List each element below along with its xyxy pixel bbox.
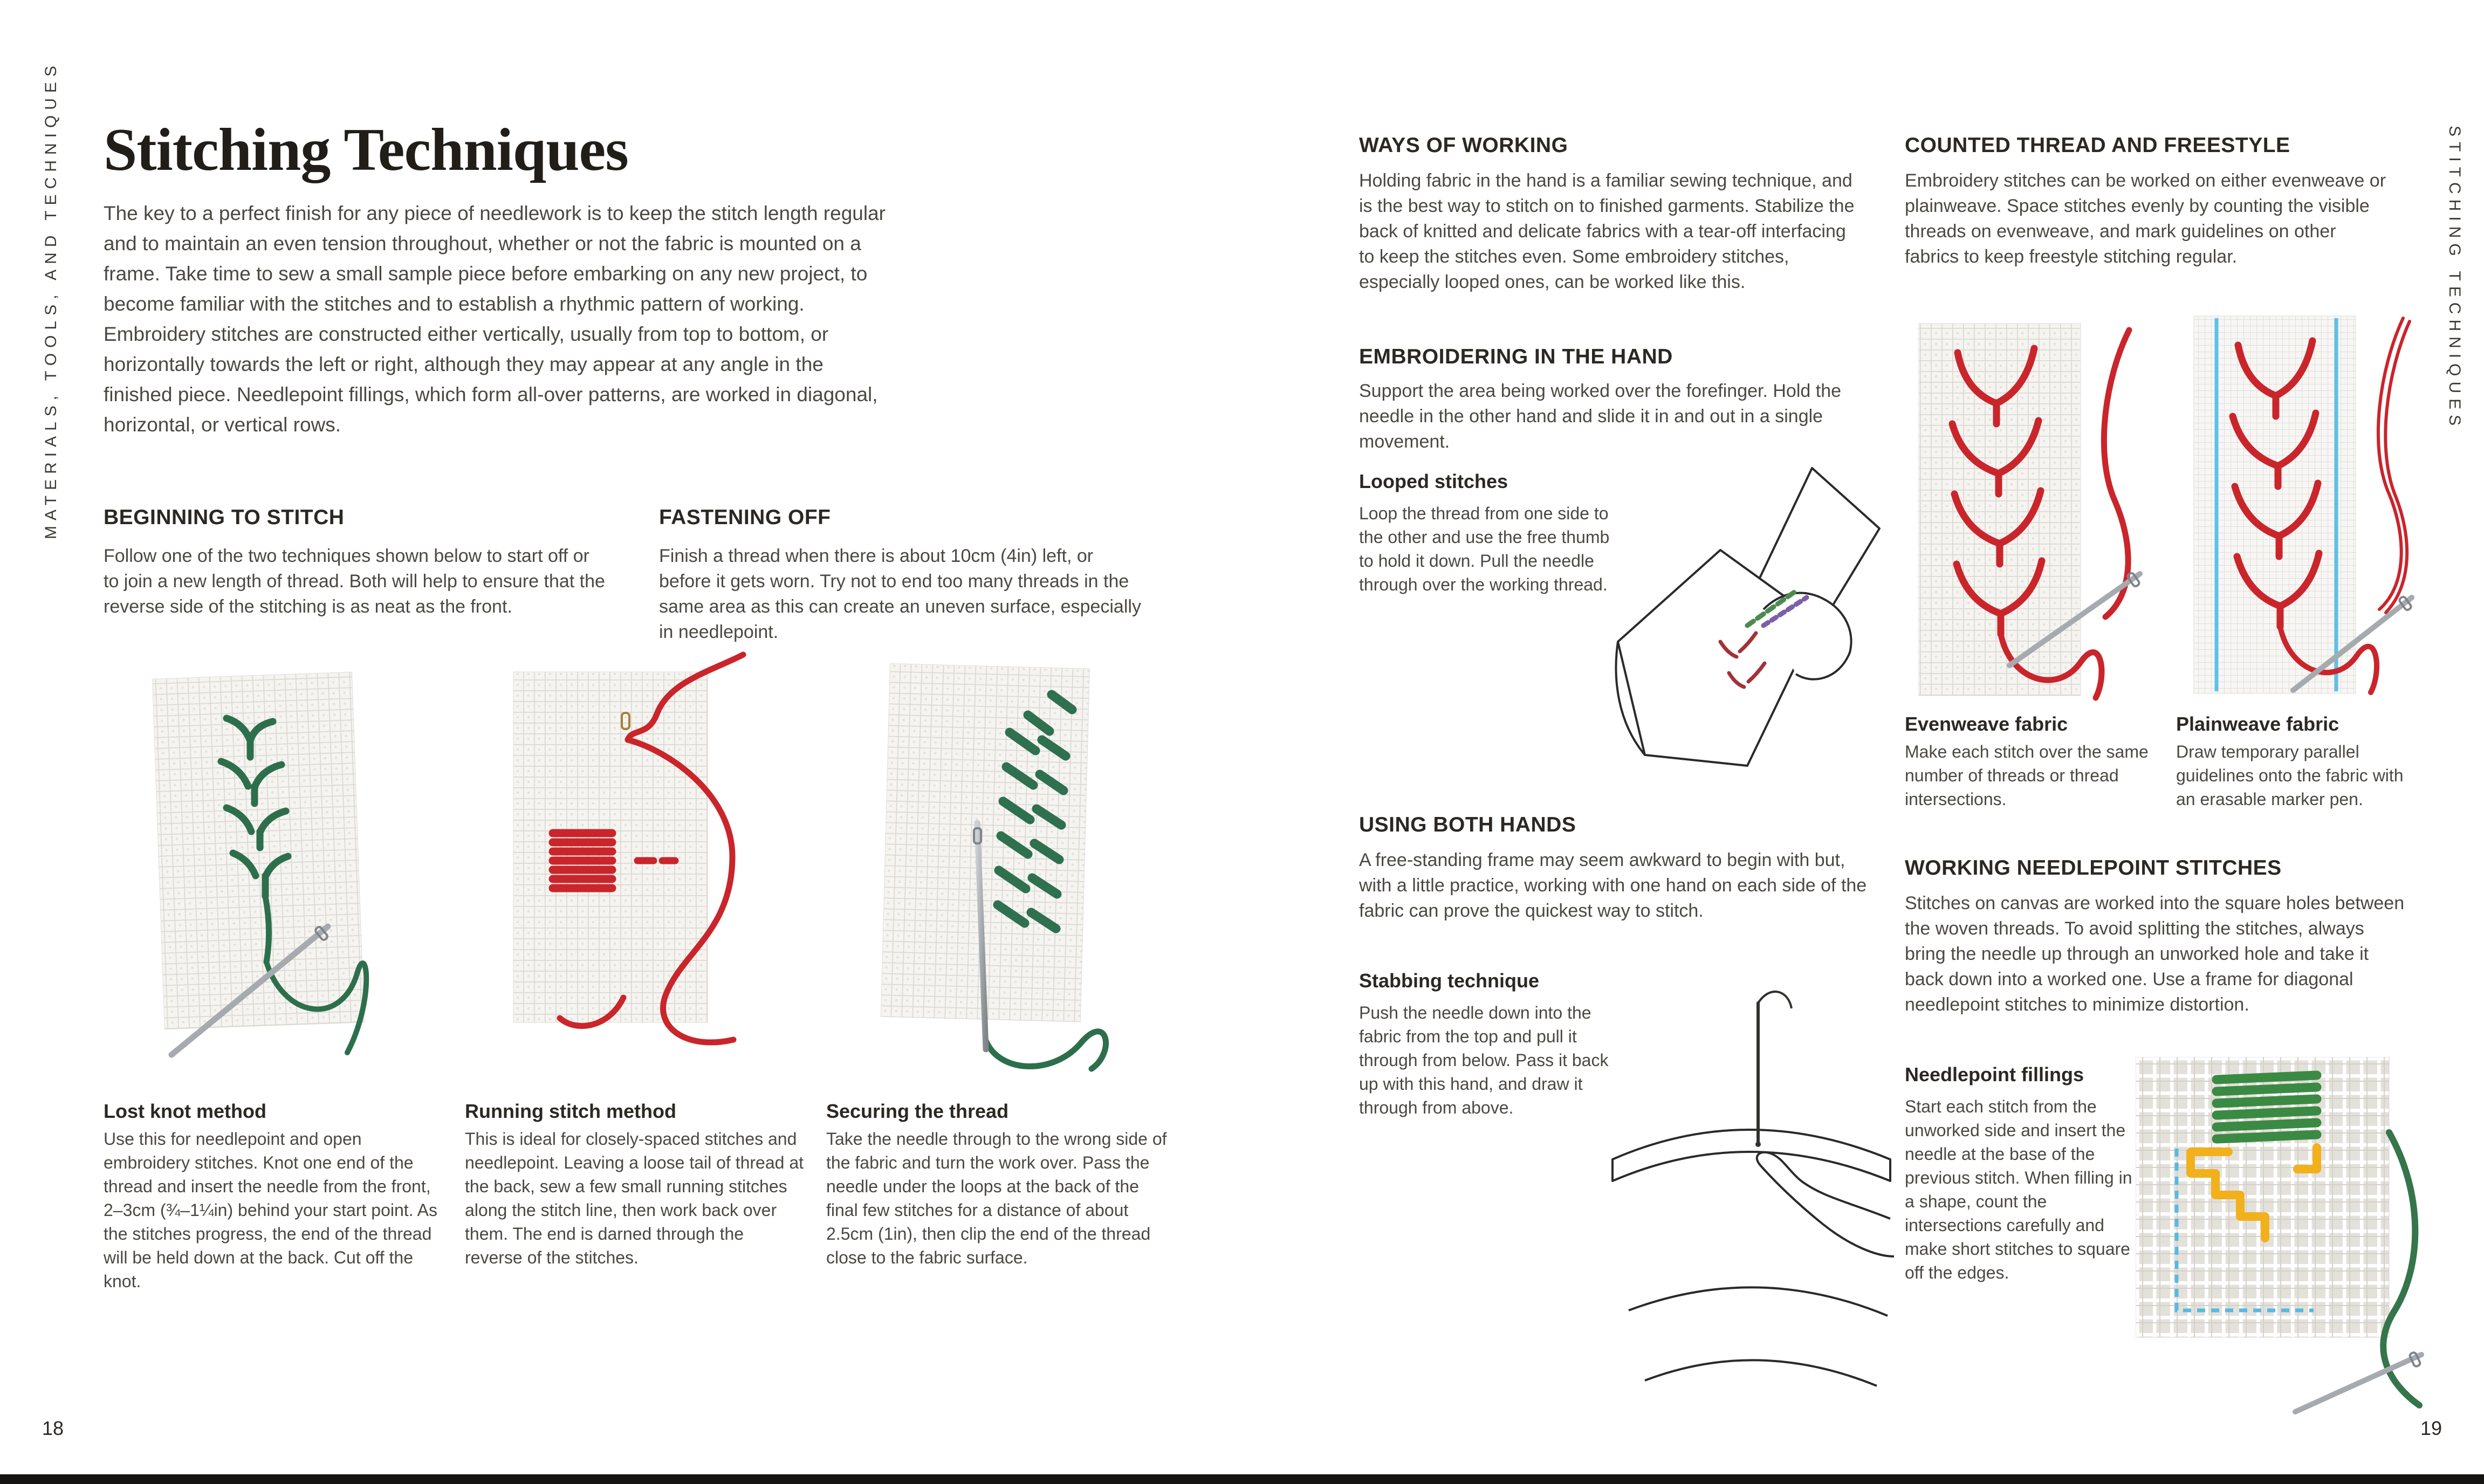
running-stitch-photo: [502, 647, 760, 1078]
using-both-hands-heading: USING BOTH HANDS: [1359, 813, 1576, 836]
stabbing-technique-body: Push the needle down into the fabric from the top and pull it through from below. Pass it back up with this hand, and draw it through from above.: [1359, 1003, 1609, 1117]
needle-icon: [1755, 992, 1792, 1147]
looped-stitches-title: Looped stitches: [1359, 470, 1508, 492]
lost-knot-photo: [140, 669, 394, 1078]
needlepoint-fillings-title: Needlepoint fillings: [1905, 1063, 2084, 1085]
method-body: Take the needle through to the wrong side of the fabric and turn the work over. Pass the needle under the loops at the back of the final few stitches for a distance of about 2.5cm (1in), then clip the end of the thread close to the fabric surface.: [826, 1129, 1167, 1267]
fastening-off-heading: FASTENING OFF: [659, 506, 831, 529]
footer-bar: [0, 1474, 2484, 1484]
method-title: Running stitch method: [465, 1100, 676, 1122]
intro-paragraph: The key to a perfect finish for any piece of needlework is to keep the stitch length regular and to maintain an even tension throughout, whether or not the fabric is mounted on a frame. Take time to sew a small sample piece before embarking on any new project, to become familiar with the stitches and to establish a rhythmic pattern of working. Embroidery stitches are constructed either vertically, usually from top to bottom, or horizontally towards the left or right, although they may appear at any angle in the finished piece. Needlepoint fillings, which form all-over patterns, are worked in diagonal, horizontal, or vertical rows.: [104, 202, 886, 436]
using-both-hands-body: A free-standing frame may seem awkward to begin with but, with a little practice, working with one hand on each side of the fabric can prove the quickest way to stitch.: [1359, 850, 1867, 921]
evenweave-photo: [1909, 317, 2146, 705]
method-body: Use this for needlepoint and open embroidery stitches. Knot one end of the thread and insert the needle from the front, 2–3cm (¾–1¼in) behind your start point. As the stitches progress, the end of the thread will be held down at the back. Cut off the knot.: [104, 1129, 438, 1291]
securing-thread-photo: [874, 663, 1127, 1078]
plainweave-title: Plainweave fabric: [2176, 713, 2339, 735]
embroidery-hoop: [1612, 1130, 1890, 1181]
evenweave-title: Evenweave fabric: [1905, 713, 2068, 735]
right-sidebar-label: STITCHING TECHNIQUES: [2446, 126, 2464, 431]
stabbing-technique-title: Stabbing technique: [1359, 970, 1540, 992]
method-title: Securing the thread: [826, 1100, 1009, 1122]
method-title: Lost knot method: [104, 1100, 266, 1122]
working-needlepoint-body: Stitches on canvas are worked into the square holes between the woven threads. To avoid splitting the stitches, always bring the needle up through an unworked hole and take it back down into a worked one. Use a frame for diagonal needlepoint stitches to minimize distortion.: [1905, 893, 2405, 1015]
looped-stitches-illustration: [1586, 464, 1888, 787]
ways-of-working-heading: WAYS OF WORKING: [1359, 134, 1568, 157]
needlepoint-canvas-photo: [2136, 1057, 2427, 1424]
needle-icon: [2295, 1352, 2421, 1412]
looped-stitches-body: Loop the thread from one side to the other and use the free thumb to hold it down. Pull the needle through over the working thread.: [1359, 504, 1610, 594]
fabric-drape: [1629, 1287, 1888, 1386]
method-body: This is ideal for closely-spaced stitches and needlepoint. Leaving a loose tail of thread at the back, sew a few small running stitches along the stitch line, then work back over them. The end is darned through the reverse of the stitches.: [465, 1129, 804, 1267]
method-caption: [465, 1100, 805, 1269]
evenweave-body: Make each stitch over the same number of threads or thread intersections.: [1905, 742, 2149, 809]
page-number-left: 18: [42, 1417, 64, 1439]
evenweave-caption: [1905, 713, 2158, 811]
fastening-off-body: Finish a thread when there is about 10cm (4in) left, or before it gets worn. Try not to end too many threads in the same area as this can create an uneven surface, especially in needlepoint.: [659, 546, 1141, 642]
red-thread-strands: [2378, 318, 2410, 613]
counted-thread-body: Embroidery stitches can be worked on either evenweave or plainweave. Space stitches evenly by counting the visible threads on evenweave, and mark guidelines on other fabrics to keep freestyle stitching regular.: [1905, 170, 2386, 267]
stabbing-technique-illustration: [1596, 965, 1898, 1418]
beginning-to-stitch-heading: BEGINNING TO STITCH: [104, 506, 345, 529]
method-caption: [104, 1100, 443, 1293]
embroidering-in-hand-heading: EMBROIDERING IN THE HAND: [1359, 345, 1673, 368]
page-number-right: 19: [2420, 1417, 2442, 1439]
green-thread: [986, 1032, 1106, 1069]
needlepoint-fillings-body: Start each stitch from the unworked side and insert the needle at the base of the previous stitch. When filling in a shape, count the intersections carefully and make short stitches to square off the edges.: [1905, 1097, 2132, 1282]
beginning-to-stitch-body: Follow one of the two techniques shown below to start off or to join a new length of thread. Both will help to ensure that the reverse side of the stitching is as neat as the front.: [104, 546, 605, 617]
counted-thread-heading: COUNTED THREAD AND FREESTYLE: [1905, 134, 2290, 157]
needle-icon: [622, 707, 629, 997]
page-title: Stitching Techniques: [104, 116, 628, 183]
method-caption: [826, 1100, 1171, 1269]
ways-of-working-body: Holding fabric in the hand is a familiar sewing technique, and is the best way to stitch on to finished garments. Stabilize the back of knitted and delicate fabrics with a tear-off interfacing to keep the stitches even. Some embroidery stitches, especially looped ones, can be worked like this.: [1359, 170, 1855, 292]
plainweave-caption: [2176, 713, 2408, 811]
embroidering-in-hand-body: Support the area being worked over the forefinger. Hold the needle in the other hand and slide it in and out in a single movement.: [1359, 381, 1842, 452]
plainweave-photo: [2179, 313, 2416, 712]
plainweave-body: Draw temporary parallel guidelines onto the fabric with an erasable marker pen.: [2176, 742, 2404, 809]
working-needlepoint-heading: WORKING NEEDLEPOINT STITCHES: [1905, 856, 2282, 880]
left-sidebar-label: MATERIALS, TOOLS, AND TECHNIQUES: [42, 60, 60, 539]
thread: [1758, 992, 1792, 1008]
